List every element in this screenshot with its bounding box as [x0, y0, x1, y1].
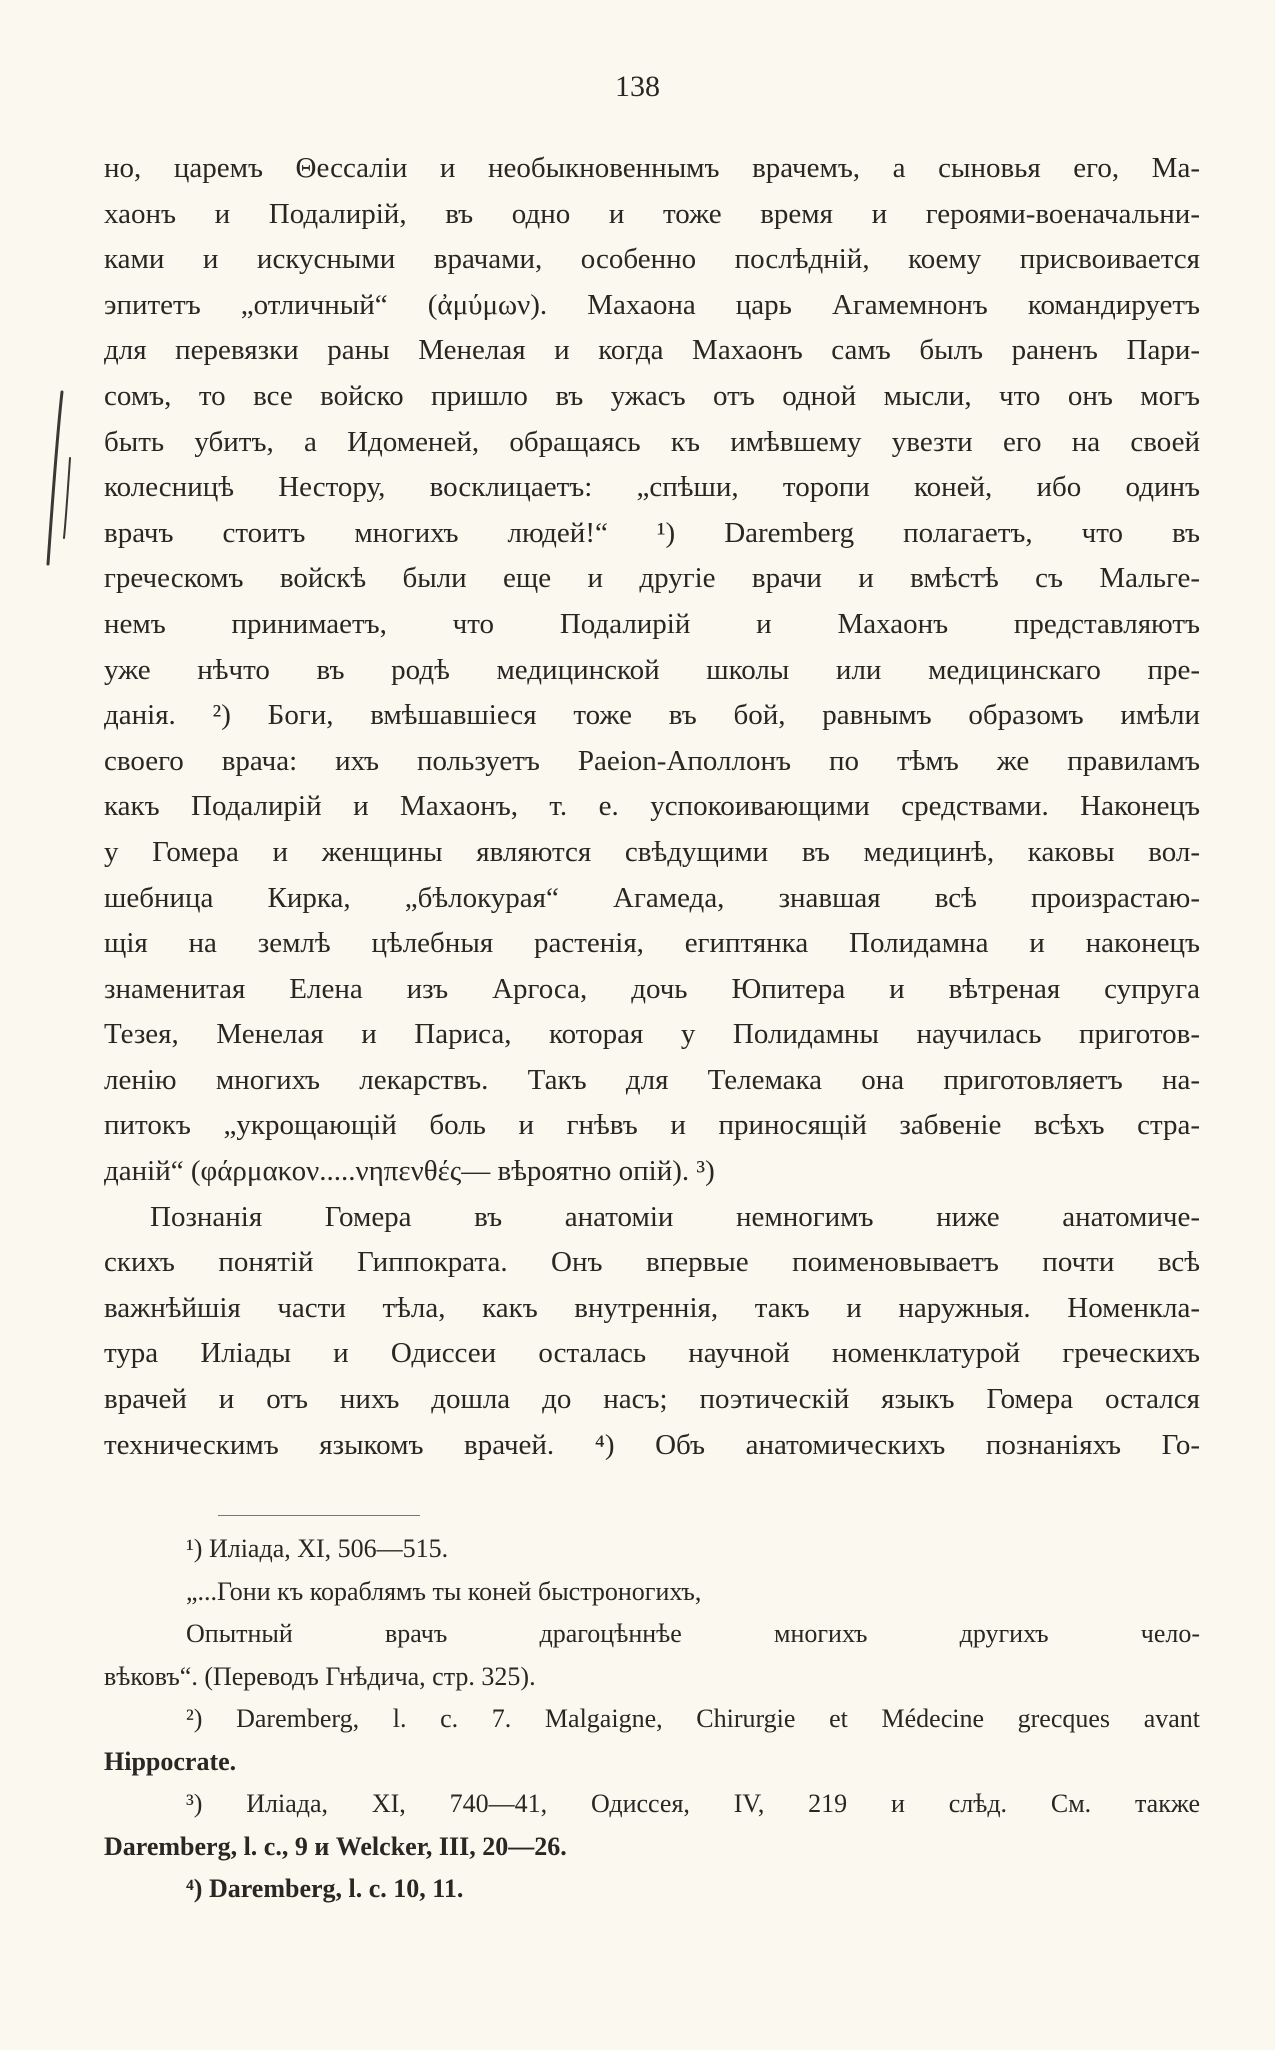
- text-line: быть убитъ, а Идоменей, обращаясь къ имѣвшему увезти его на своей: [104, 425, 1200, 458]
- text-line: какъ Подалирій и Махаонъ, т. е. успокоивающими средствами. Наконецъ: [104, 790, 1200, 823]
- text-line: сомъ, то все войско пришло въ ужасъ отъ одной мысли, что онъ могъ: [104, 379, 1200, 412]
- text-line: своего врача: ихъ пользуетъ Pаеіоn-Аполлонъ по тѣмъ же правиламъ: [104, 744, 1200, 777]
- text-line: питокъ „укрощающій боль и гнѣвъ и приносящій забвеніе всѣхъ стра-: [104, 1109, 1200, 1142]
- text-line: немъ принимаетъ, что Подалирій и Махаонъ представляютъ: [104, 607, 1200, 640]
- footnote-1-quote: Опытный врачъ драгоцѣннѣе многихъ другихъ чело-: [186, 1619, 1200, 1648]
- text-line: эпитетъ „отличный“ (ἀμύμων). Махаона царь Агамемнонъ командируетъ: [104, 288, 1200, 321]
- footnote-3-cont: Daremberg, l. c., 9 и Welcker, III, 20—26.: [104, 1831, 567, 1861]
- text-line: но, царемъ Θессаліи и необыкновеннымъ врачемъ, а сыновья его, Ма-: [104, 152, 1200, 184]
- text-line: греческомъ войскѣ были еще и другіе врачи и вмѣстѣ съ Мальге-: [104, 562, 1200, 595]
- text-line: врачъ стоитъ многихъ людей!“ ¹) Daremberg полагаетъ, что въ: [104, 516, 1200, 549]
- text-line: даній“ (φάρμακον.....νηπενθές— вѣроятно опій). ³): [104, 1155, 715, 1188]
- page-number: 138: [615, 70, 660, 103]
- text-line: колесницѣ Нестору, восклицаетъ: „спѣши, торопи коней, ибо одинъ: [104, 471, 1200, 504]
- text-line: скихъ понятій Гиппократа. Онъ впервые поименовываетъ почти всѣ: [104, 1246, 1200, 1279]
- paragraph-first-line: Познанія Гомера въ анатоміи немногимъ ниже анатомиче-: [150, 1200, 1200, 1233]
- text-line: уже нѣчто въ родѣ медицинской школы или медицинскаго пре-: [104, 653, 1200, 686]
- text-line: для перевязки раны Менелая и когда Махаонъ самъ былъ раненъ Пари-: [104, 334, 1200, 367]
- text-line: врачей и отъ нихъ дошла до насъ; поэтическій языкъ Гомера остался: [104, 1383, 1200, 1416]
- footnote-2: ²) Daremberg, l. c. 7. Malgaigne, Chirurgie et Médecine grecques avant: [186, 1704, 1200, 1733]
- text-line: важнѣйшія части тѣла, какъ внутреннія, такъ и наружныя. Номенкла-: [104, 1291, 1200, 1324]
- footnote-3: ³) Иліада, XI, 740—41, Одиссея, IV, 219 и слѣд. См. также: [186, 1789, 1200, 1818]
- text-line: знаменитая Елена изъ Аргоса, дочь Юпитера и вѣтреная супруга: [104, 972, 1200, 1005]
- text-line: щія на землѣ цѣлебныя растенія, египтянка Полидамна и наконецъ: [104, 927, 1200, 960]
- footnote-4: ⁴) Daremberg, l. c. 10, 11.: [186, 1874, 464, 1903]
- footnote-1-quote: вѣковъ“. (Переводъ Гнѣдича, стр. 325).: [104, 1661, 536, 1691]
- text-line: ленію многихъ лекарствъ. Такъ для Телемака она приготовляетъ на-: [104, 1063, 1200, 1096]
- footnote-1-quote: „...Гони къ кораблямъ ты коней быстроногихъ,: [186, 1576, 702, 1606]
- footnote-2-cont: Hippocrate.: [104, 1746, 237, 1776]
- footnotes: [104, 1528, 1200, 1911]
- text-line: ками и искусными врачами, особенно послѣдній, коему присвоивается: [104, 243, 1200, 276]
- text-line: хаонъ и Подалирій, въ одно и тоже время и героями-военачальни-: [104, 197, 1200, 230]
- body-text: [104, 146, 1200, 1468]
- text-line: техническимъ языкомъ врачей. ⁴) Объ анатомическихъ познаніяхъ Го-: [104, 1428, 1200, 1461]
- footnote-1: ¹) Иліада, XI, 506—515.: [186, 1534, 449, 1563]
- text-line: шебница Кирка, „бѣлокурая“ Агамеда, знавшая всѣ произрастаю-: [104, 881, 1200, 914]
- text-line: Тезея, Менелая и Париса, которая у Полидамны научилась приготов-: [104, 1018, 1200, 1051]
- footnote-divider: [218, 1515, 420, 1516]
- text-line: данія. ²) Боги, вмѣшавшіеся тоже въ бой, равнымъ образомъ имѣли: [104, 699, 1200, 732]
- text-line: у Гомера и женщины являются свѣдущими въ медицинѣ, каковы вол-: [104, 835, 1200, 868]
- pencil-margin-mark: [36, 388, 76, 568]
- text-line: тура Иліады и Одиссеи осталась научной номенклатурой греческихъ: [104, 1337, 1200, 1370]
